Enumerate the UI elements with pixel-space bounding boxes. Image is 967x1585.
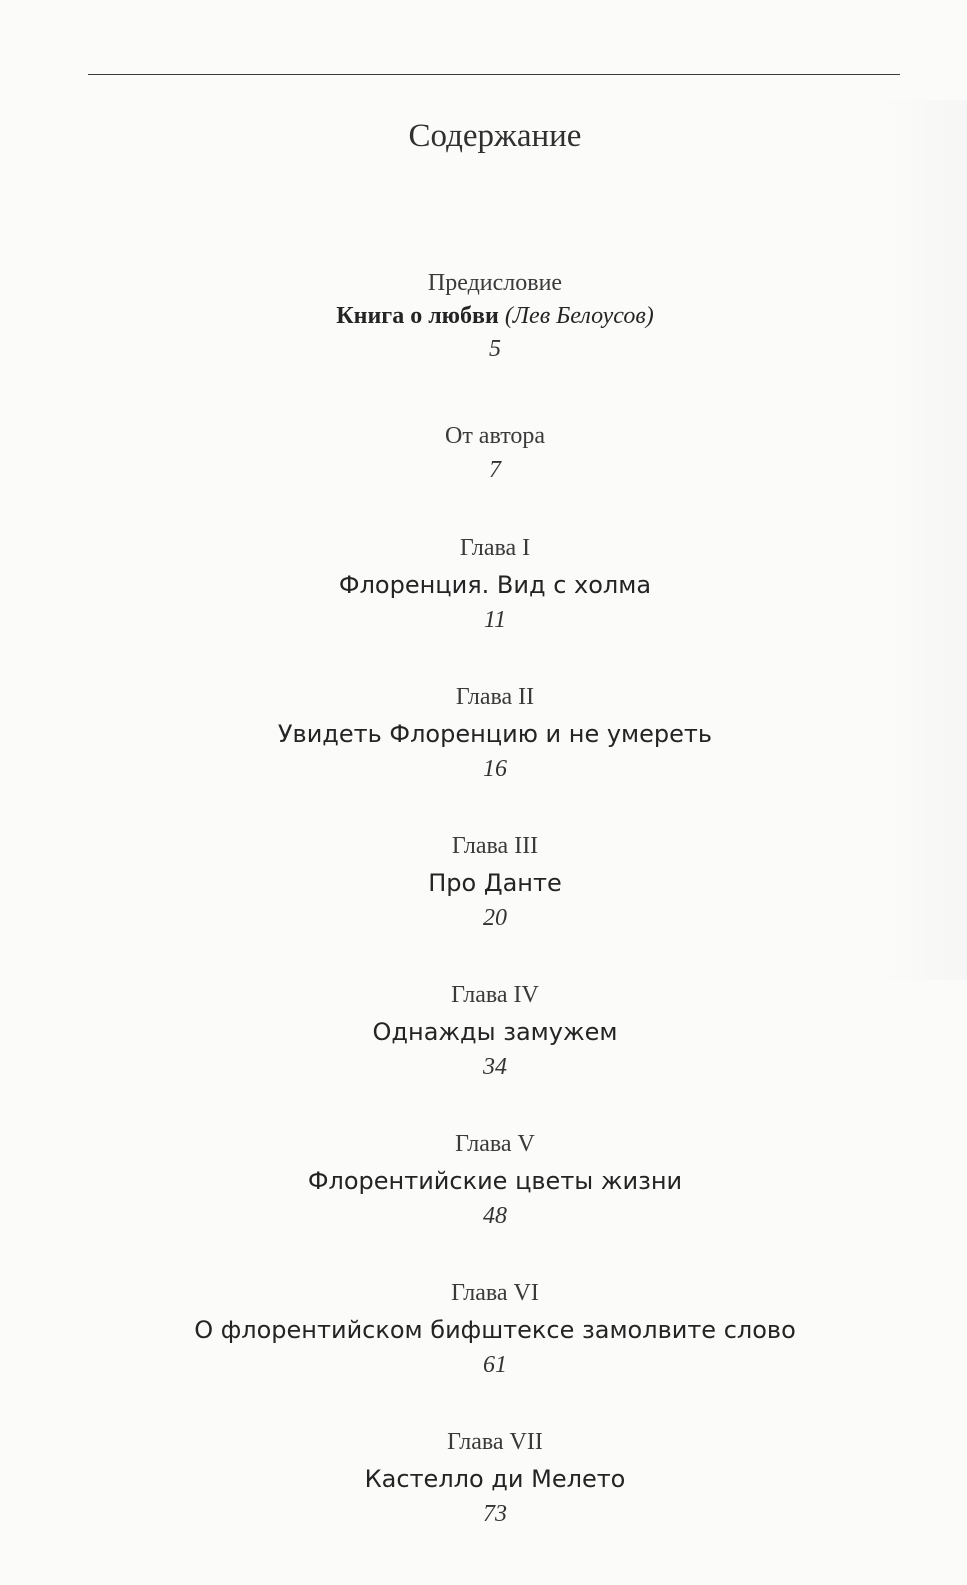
toc-entry-heading[interactable]: Кастелло ди Мелето: [364, 1465, 626, 1493]
toc-entry-page: 61: [483, 1352, 507, 1378]
toc-entry-from-author[interactable]: [0, 418, 967, 486]
header-rule: [88, 74, 900, 75]
toc-entry-heading[interactable]: Увидеть Флоренцию и не умереть: [277, 720, 713, 748]
toc-entry-label: Глава V: [455, 1131, 535, 1157]
toc-entry-heading[interactable]: Про Данте: [428, 869, 562, 897]
toc-entry-heading[interactable]: Однажды замужем: [372, 1018, 618, 1046]
toc-entry-label: Глава IV: [451, 982, 539, 1008]
toc-entry-page: 73: [483, 1501, 507, 1527]
toc-entry-label: Глава I: [459, 535, 531, 561]
toc-entry-heading[interactable]: Флоренция. Вид с холма: [338, 571, 652, 599]
toc-entry-label: Глава VII: [447, 1429, 543, 1455]
toc-entry-heading[interactable]: Флорентийские цветы жизни: [307, 1167, 683, 1195]
toc-entry-chapter-2: [0, 679, 967, 785]
toc-entry-chapter-5: [0, 1126, 967, 1232]
toc-entry-title: Книга о любви: [336, 303, 499, 329]
page-title: Содержание: [408, 118, 582, 154]
toc-entry-page: 16: [483, 756, 507, 782]
toc-entry-label: Глава III: [451, 833, 539, 859]
toc-entry-page: 11: [483, 607, 507, 633]
toc-entry-label: От автора: [444, 423, 546, 449]
toc-entry-page: 5: [489, 336, 501, 362]
toc-entry-label: Глава VI: [451, 1280, 539, 1306]
toc-entry-label: Предисловие: [427, 270, 563, 296]
toc-entry-chapter-7: [0, 1424, 967, 1530]
toc-entry-preface: [0, 265, 967, 365]
toc-entry-heading[interactable]: О флорентийском бифштексе замолвите слово: [194, 1316, 796, 1344]
toc-entry-chapter-1: [0, 530, 967, 636]
toc-entry-page: 34: [483, 1054, 507, 1080]
toc-entry-chapter-3: [0, 828, 967, 934]
toc-entry-page: 7: [489, 457, 501, 483]
toc-entry-page: 20: [483, 905, 507, 931]
toc-entry-page: 48: [483, 1203, 507, 1229]
toc-entry-author: (Лев Белоусов): [504, 303, 654, 329]
toc-entry-chapter-4: [0, 977, 967, 1083]
toc-entry-heading[interactable]: [0, 297, 967, 335]
toc-entry-label: Глава II: [455, 684, 535, 710]
toc-entry-chapter-6: [0, 1275, 967, 1381]
